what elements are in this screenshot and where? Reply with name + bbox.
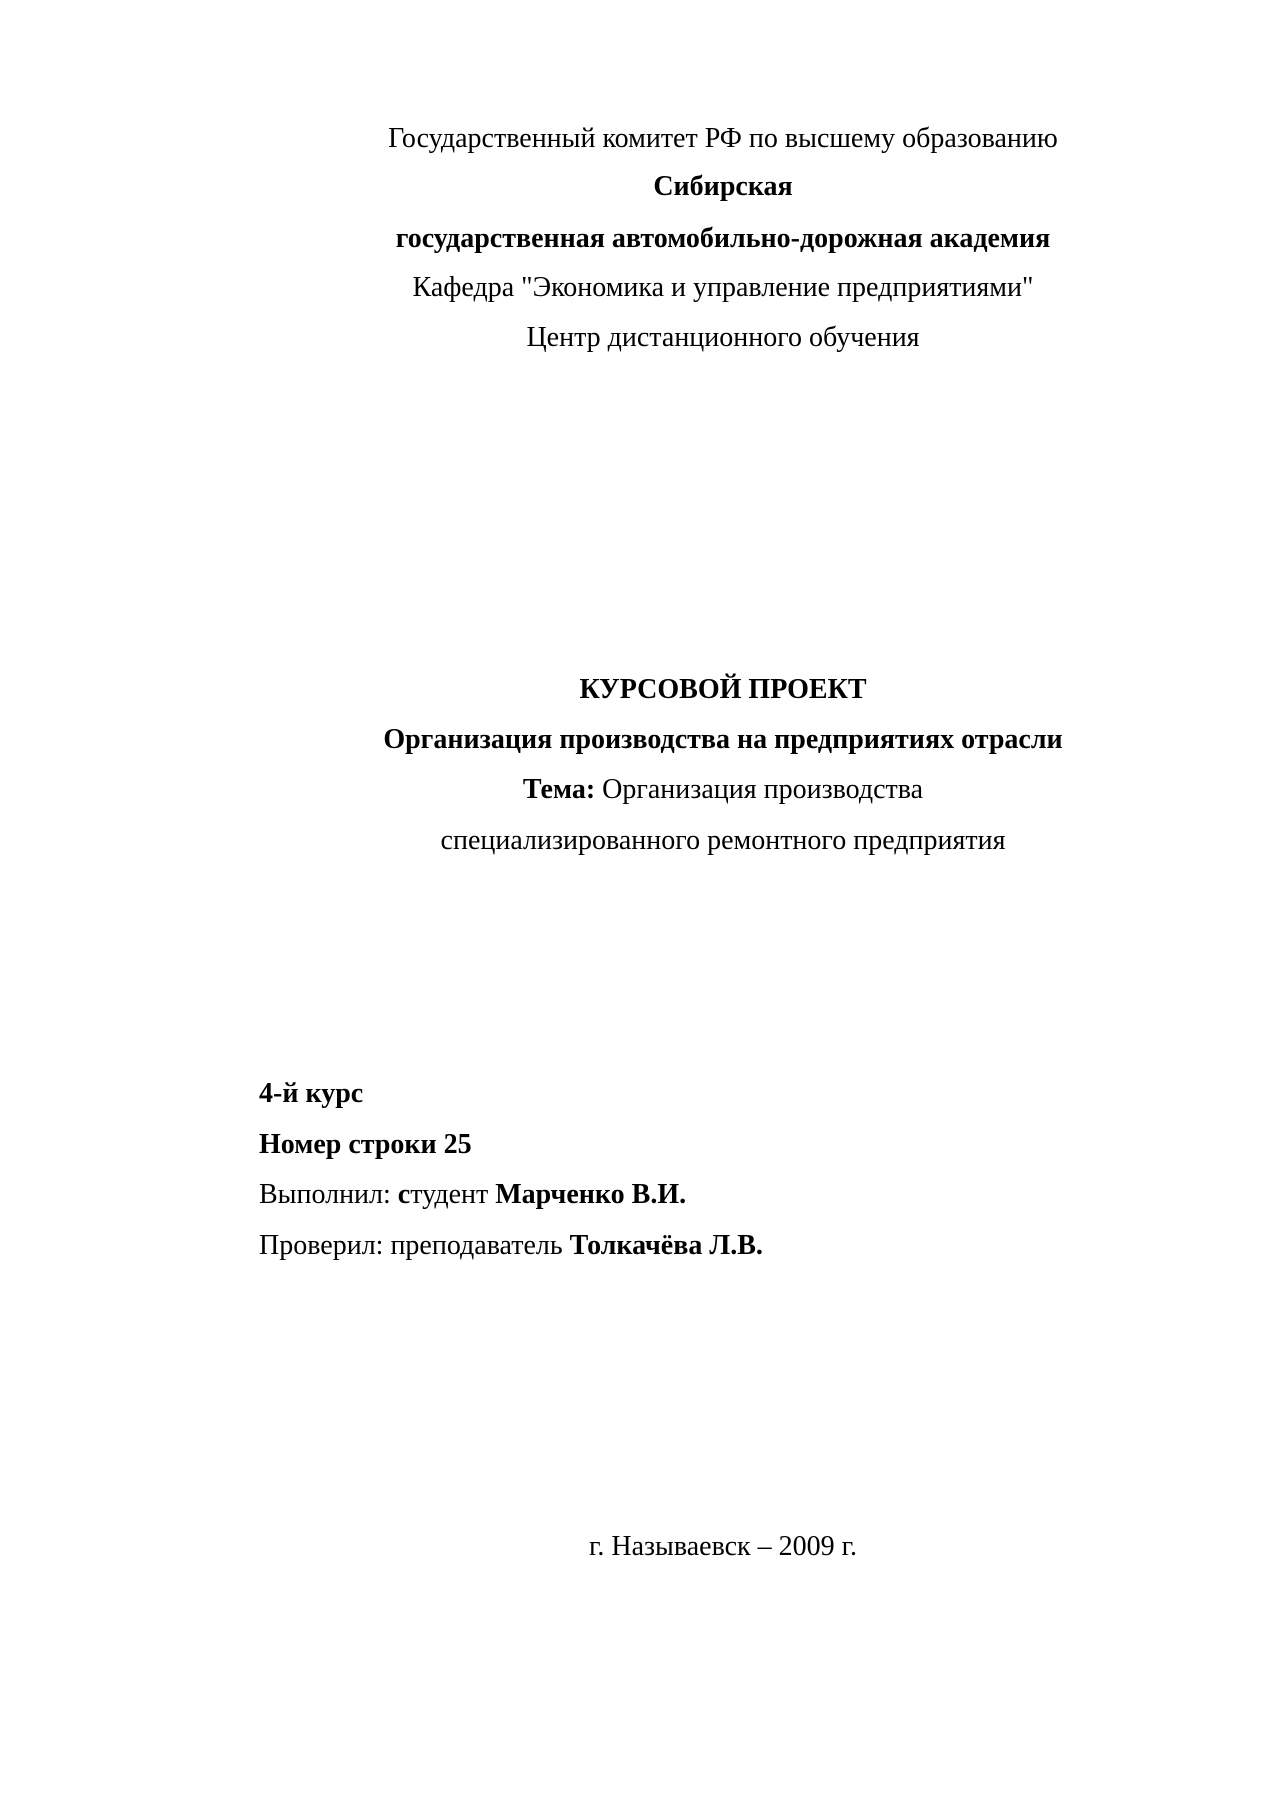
performed-role-rest: тудент	[410, 1179, 496, 1210]
teacher-name: Толкачёва Л.В.	[569, 1230, 763, 1261]
committee-line: Государственный комитет РФ по высшему образованию	[388, 123, 1058, 154]
checked-by-line	[259, 1229, 763, 1263]
topic-label: Тема:	[522, 774, 596, 805]
checked-label: Проверил: преподаватель	[259, 1230, 570, 1261]
student-name: Марченко В.И.	[495, 1179, 687, 1210]
performed-role-initial: с	[397, 1179, 411, 1210]
discipline-heading: Организация производства на предприятиях отрасли	[383, 724, 1063, 755]
topic-text-1: Организация производства	[595, 774, 924, 805]
academy-line-1: Сибирская	[653, 171, 793, 202]
topic-line-2: специализированного ремонтного предприятия	[440, 825, 1006, 856]
project-type-heading: КУРСОВОЙ ПРОЕКТ	[579, 674, 867, 705]
place-year-line: г. Называевск – 2009 г.	[589, 1531, 857, 1562]
performed-by-line	[259, 1178, 686, 1212]
department-line: Кафедра "Экономика и управление предприятиями"	[412, 272, 1034, 303]
row-number-line: Номер строки 25	[259, 1129, 472, 1160]
course-line: 4-й курс	[259, 1078, 364, 1109]
academy-line-2: государственная автомобильно-дорожная академия	[395, 223, 1051, 254]
distance-center-line: Центр дистанционного обучения	[526, 322, 920, 353]
topic-line-1	[258, 773, 1188, 807]
performed-label: Выполнил:	[259, 1179, 398, 1210]
